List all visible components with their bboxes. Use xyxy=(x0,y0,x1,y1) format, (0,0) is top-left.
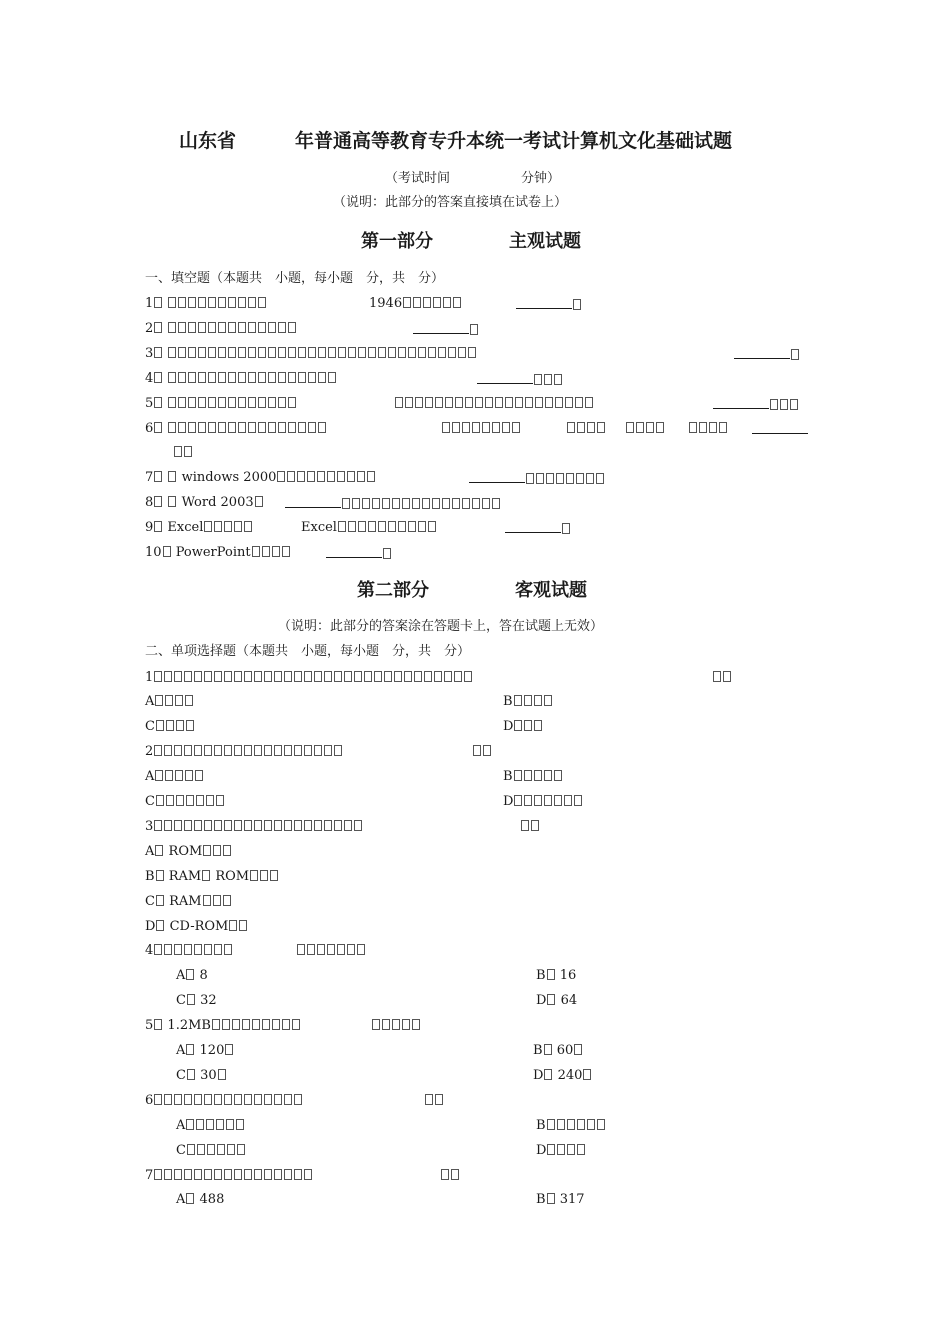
part1-note: （说明：此部分的答案直接填在试卷上） xyxy=(333,195,568,210)
fill-blank-6[interactable] xyxy=(752,421,808,439)
option-text: 32 xyxy=(200,993,217,1008)
fill-question-8 xyxy=(145,495,268,511)
part1-label: 第一部分 xyxy=(361,231,433,252)
question-text: windows 2000 xyxy=(181,470,277,485)
fill-question-1 xyxy=(145,296,267,312)
option-2d[interactable]: D xyxy=(503,794,583,810)
option-7b[interactable]: B 317 xyxy=(536,1192,585,1207)
option-6c[interactable]: C xyxy=(176,1143,246,1159)
fill-blank-4[interactable] xyxy=(477,371,563,389)
question-number: 2 xyxy=(145,321,154,336)
choice-question-4: 4 xyxy=(145,943,233,959)
fill-blank-1[interactable] xyxy=(516,296,582,314)
option-7a[interactable]: A 488 xyxy=(176,1192,225,1207)
fill-blank-3[interactable] xyxy=(734,346,800,364)
option-1a[interactable]: A xyxy=(145,694,194,710)
option-3a[interactable]: A ROM xyxy=(145,844,232,860)
exam-time-label: （考试时间 xyxy=(385,171,451,186)
question-number: 8 xyxy=(145,495,154,510)
question-text: PowerPoint xyxy=(175,545,251,560)
fill-blank-2[interactable] xyxy=(413,321,479,339)
exam-title-right: 年普通高等教育专升本统一考试计算机文化基础试题 xyxy=(295,130,733,152)
part2-label: 第二部分 xyxy=(357,580,429,601)
choice-paren-7 xyxy=(440,1168,460,1184)
option-4a[interactable]: A 8 xyxy=(176,968,208,983)
option-text: RAM xyxy=(168,869,202,884)
option-5d[interactable]: D 240 xyxy=(533,1068,592,1084)
choice-heading: 二、单项选择题（本题共 小题，每小题 分，共 分） xyxy=(145,644,471,659)
choice-paren-1 xyxy=(712,670,732,686)
part2-note: （说明：此部分的答案涂在答题卡上，答在试题上无效） xyxy=(278,619,604,634)
part2-name: 客观试题 xyxy=(515,580,587,601)
choice-question-6: 6 xyxy=(145,1093,303,1109)
fill-question-3 xyxy=(145,346,477,362)
option-1c[interactable]: C xyxy=(145,719,195,735)
option-5c[interactable]: C 30 xyxy=(176,1068,227,1084)
question-number: 6 xyxy=(145,421,154,436)
fill-question-6-c xyxy=(566,421,606,437)
fill-question-6-d xyxy=(625,421,665,437)
option-4c[interactable]: C 32 xyxy=(176,993,217,1008)
fill-blank-10[interactable] xyxy=(326,545,392,563)
part1-name: 主观试题 xyxy=(509,231,581,252)
question-number: 10 xyxy=(145,545,162,560)
fill-question-6-e xyxy=(688,421,728,437)
question-text: 1.2MB xyxy=(167,1018,211,1033)
fill-question-5-b xyxy=(394,396,594,412)
exam-time-unit: 分钟） xyxy=(521,171,561,186)
fill-question-6-b xyxy=(441,421,521,437)
fill-blank-5[interactable] xyxy=(713,396,799,414)
choice-question-4-b xyxy=(296,943,366,959)
question-number: 9 xyxy=(145,520,154,535)
fill-question-6 xyxy=(145,421,327,437)
fill-question-9 xyxy=(145,520,253,536)
option-text: 120 xyxy=(199,1043,225,1058)
fill-question-10 xyxy=(145,545,291,561)
option-2c[interactable]: C xyxy=(145,794,225,810)
option-text: 64 xyxy=(560,993,578,1008)
option-3d[interactable]: D CD-ROM xyxy=(145,919,248,935)
option-3b[interactable]: B RAM ROM xyxy=(145,869,279,885)
option-3c[interactable]: C RAM xyxy=(145,894,232,910)
fill-question-9-b xyxy=(301,520,437,536)
option-text: 317 xyxy=(559,1192,585,1207)
question-number: 4 xyxy=(145,371,154,386)
choice-question-3: 3 xyxy=(145,819,363,835)
choice-paren-6 xyxy=(424,1093,444,1109)
option-6a[interactable]: A xyxy=(176,1118,245,1134)
option-text: RAM xyxy=(169,894,202,909)
option-6b[interactable]: B xyxy=(536,1118,606,1134)
option-text: 488 xyxy=(199,1192,225,1207)
option-2b[interactable]: B xyxy=(503,769,563,785)
fill-question-5 xyxy=(145,396,297,412)
option-text: 8 xyxy=(199,968,208,983)
fill-question-4 xyxy=(145,371,337,387)
option-2a[interactable]: A xyxy=(145,769,204,785)
option-text: 16 xyxy=(559,968,577,983)
option-1d[interactable]: D xyxy=(503,719,543,735)
option-text: 30 xyxy=(200,1068,217,1083)
question-number: 3 xyxy=(145,346,154,361)
option-1b[interactable]: B xyxy=(503,694,553,710)
fill-question-6-tail xyxy=(173,445,193,461)
fill-blank-9[interactable] xyxy=(505,520,571,538)
choice-question-1: 1 xyxy=(145,670,473,686)
question-text: Excel xyxy=(167,520,204,535)
question-text: Word 2003 xyxy=(181,495,254,510)
option-5b[interactable]: B 60 xyxy=(533,1043,583,1059)
choice-paren-2 xyxy=(472,744,492,760)
option-5a[interactable]: A 120 xyxy=(176,1043,234,1059)
fill-question-1-year xyxy=(369,296,462,312)
fill-question-2 xyxy=(145,321,297,337)
question-number: 1 xyxy=(145,296,154,311)
fill-blank-7[interactable] xyxy=(469,470,605,488)
fill-question-7 xyxy=(145,470,376,486)
option-4b[interactable]: B 16 xyxy=(536,968,577,983)
fill-blank-heading: 一、填空题（本题共 小题，每小题 分，共 分） xyxy=(145,271,445,286)
option-text: CD-ROM xyxy=(169,919,229,934)
question-number: 5 xyxy=(145,396,154,411)
option-4d[interactable]: D 64 xyxy=(536,993,578,1008)
question-text: Excel xyxy=(301,520,337,535)
option-text: 240 xyxy=(557,1068,583,1083)
option-text: 60 xyxy=(556,1043,574,1058)
choice-paren-3 xyxy=(520,819,540,835)
option-6d[interactable]: D xyxy=(536,1143,586,1159)
question-text: 1946 xyxy=(369,296,403,311)
option-text: ROM xyxy=(215,869,250,884)
question-number: 7 xyxy=(145,470,154,485)
choice-question-5-b xyxy=(371,1018,421,1034)
option-text: ROM xyxy=(168,844,203,859)
choice-question-7: 7 xyxy=(145,1168,313,1184)
exam-title-left: 山东省 xyxy=(179,130,237,152)
choice-question-5: 5 1.2MB xyxy=(145,1018,301,1034)
fill-blank-8[interactable] xyxy=(285,495,501,513)
choice-question-2: 2 xyxy=(145,744,343,760)
